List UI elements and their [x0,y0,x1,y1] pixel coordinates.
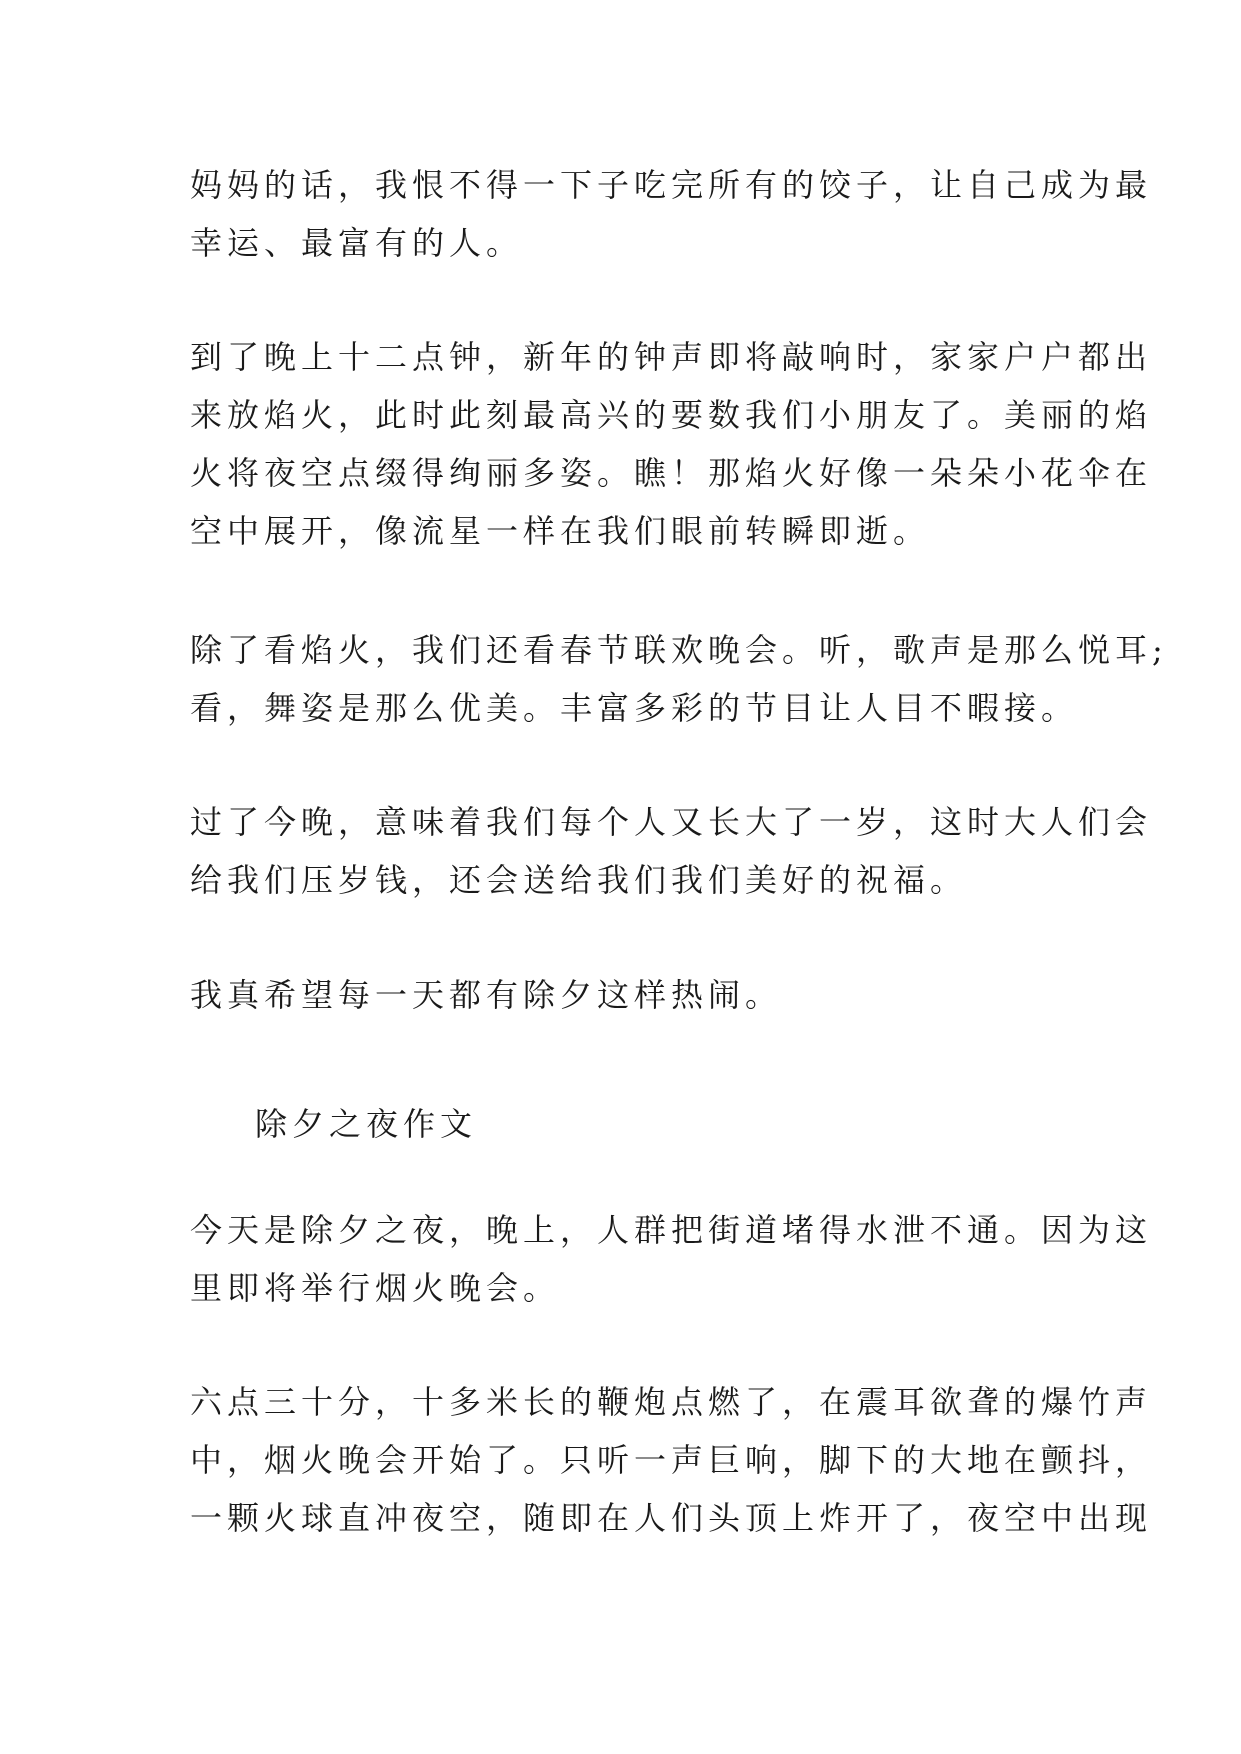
text-line: 妈妈的话，我恨不得一下子吃完所有的饺子，让自己成为最 [190,166,1153,204]
paragraph [190,328,1153,560]
paragraph [190,621,1168,737]
text-line: 到了晚上十二点钟，新年的钟声即将敲响时，家家户户都出 [190,338,1153,376]
text-line: 一颗火球直冲夜空，随即在人们头顶上炸开了，夜空中出现 [190,1499,1153,1537]
paragraph [190,1201,1153,1317]
paragraph [190,156,1153,272]
text-line: 中，烟火晚会开始了。只听一声巨响，脚下的大地在颤抖， [190,1441,1153,1479]
section-title: 除夕之夜作文 [255,1105,478,1143]
paragraph [190,1373,1153,1547]
paragraph [190,966,1090,1024]
text-line: 六点三十分，十多米长的鞭炮点燃了，在震耳欲聋的爆竹声 [190,1383,1153,1421]
text-line: 幸运、最富有的人。 [190,224,524,262]
text-line: 看，舞姿是那么优美。丰富多彩的节目让人目不暇接。 [190,689,1079,727]
text-line: 我真希望每一天都有除夕这样热闹。 [190,976,783,1014]
text-line: 除了看焰火，我们还看春节联欢晚会。听，歌声是那么悦耳; [190,631,1168,669]
text-line: 给我们压岁钱，还会送给我们我们美好的祝福。 [190,861,968,899]
text-line: 空中展开，像流星一样在我们眼前转瞬即逝。 [190,512,931,550]
text-line: 来放焰火，此时此刻最高兴的要数我们小朋友了。美丽的焰 [190,396,1153,434]
paragraph [190,793,1153,909]
text-line: 火将夜空点缀得绚丽多姿。瞧！那焰火好像一朵朵小花伞在 [190,454,1153,492]
text-line: 里即将举行烟火晚会。 [190,1269,561,1307]
text-line: 今天是除夕之夜，晚上，人群把街道堵得水泄不通。因为这 [190,1211,1153,1249]
text-line: 过了今晚，意味着我们每个人又长大了一岁，这时大人们会 [190,803,1153,841]
